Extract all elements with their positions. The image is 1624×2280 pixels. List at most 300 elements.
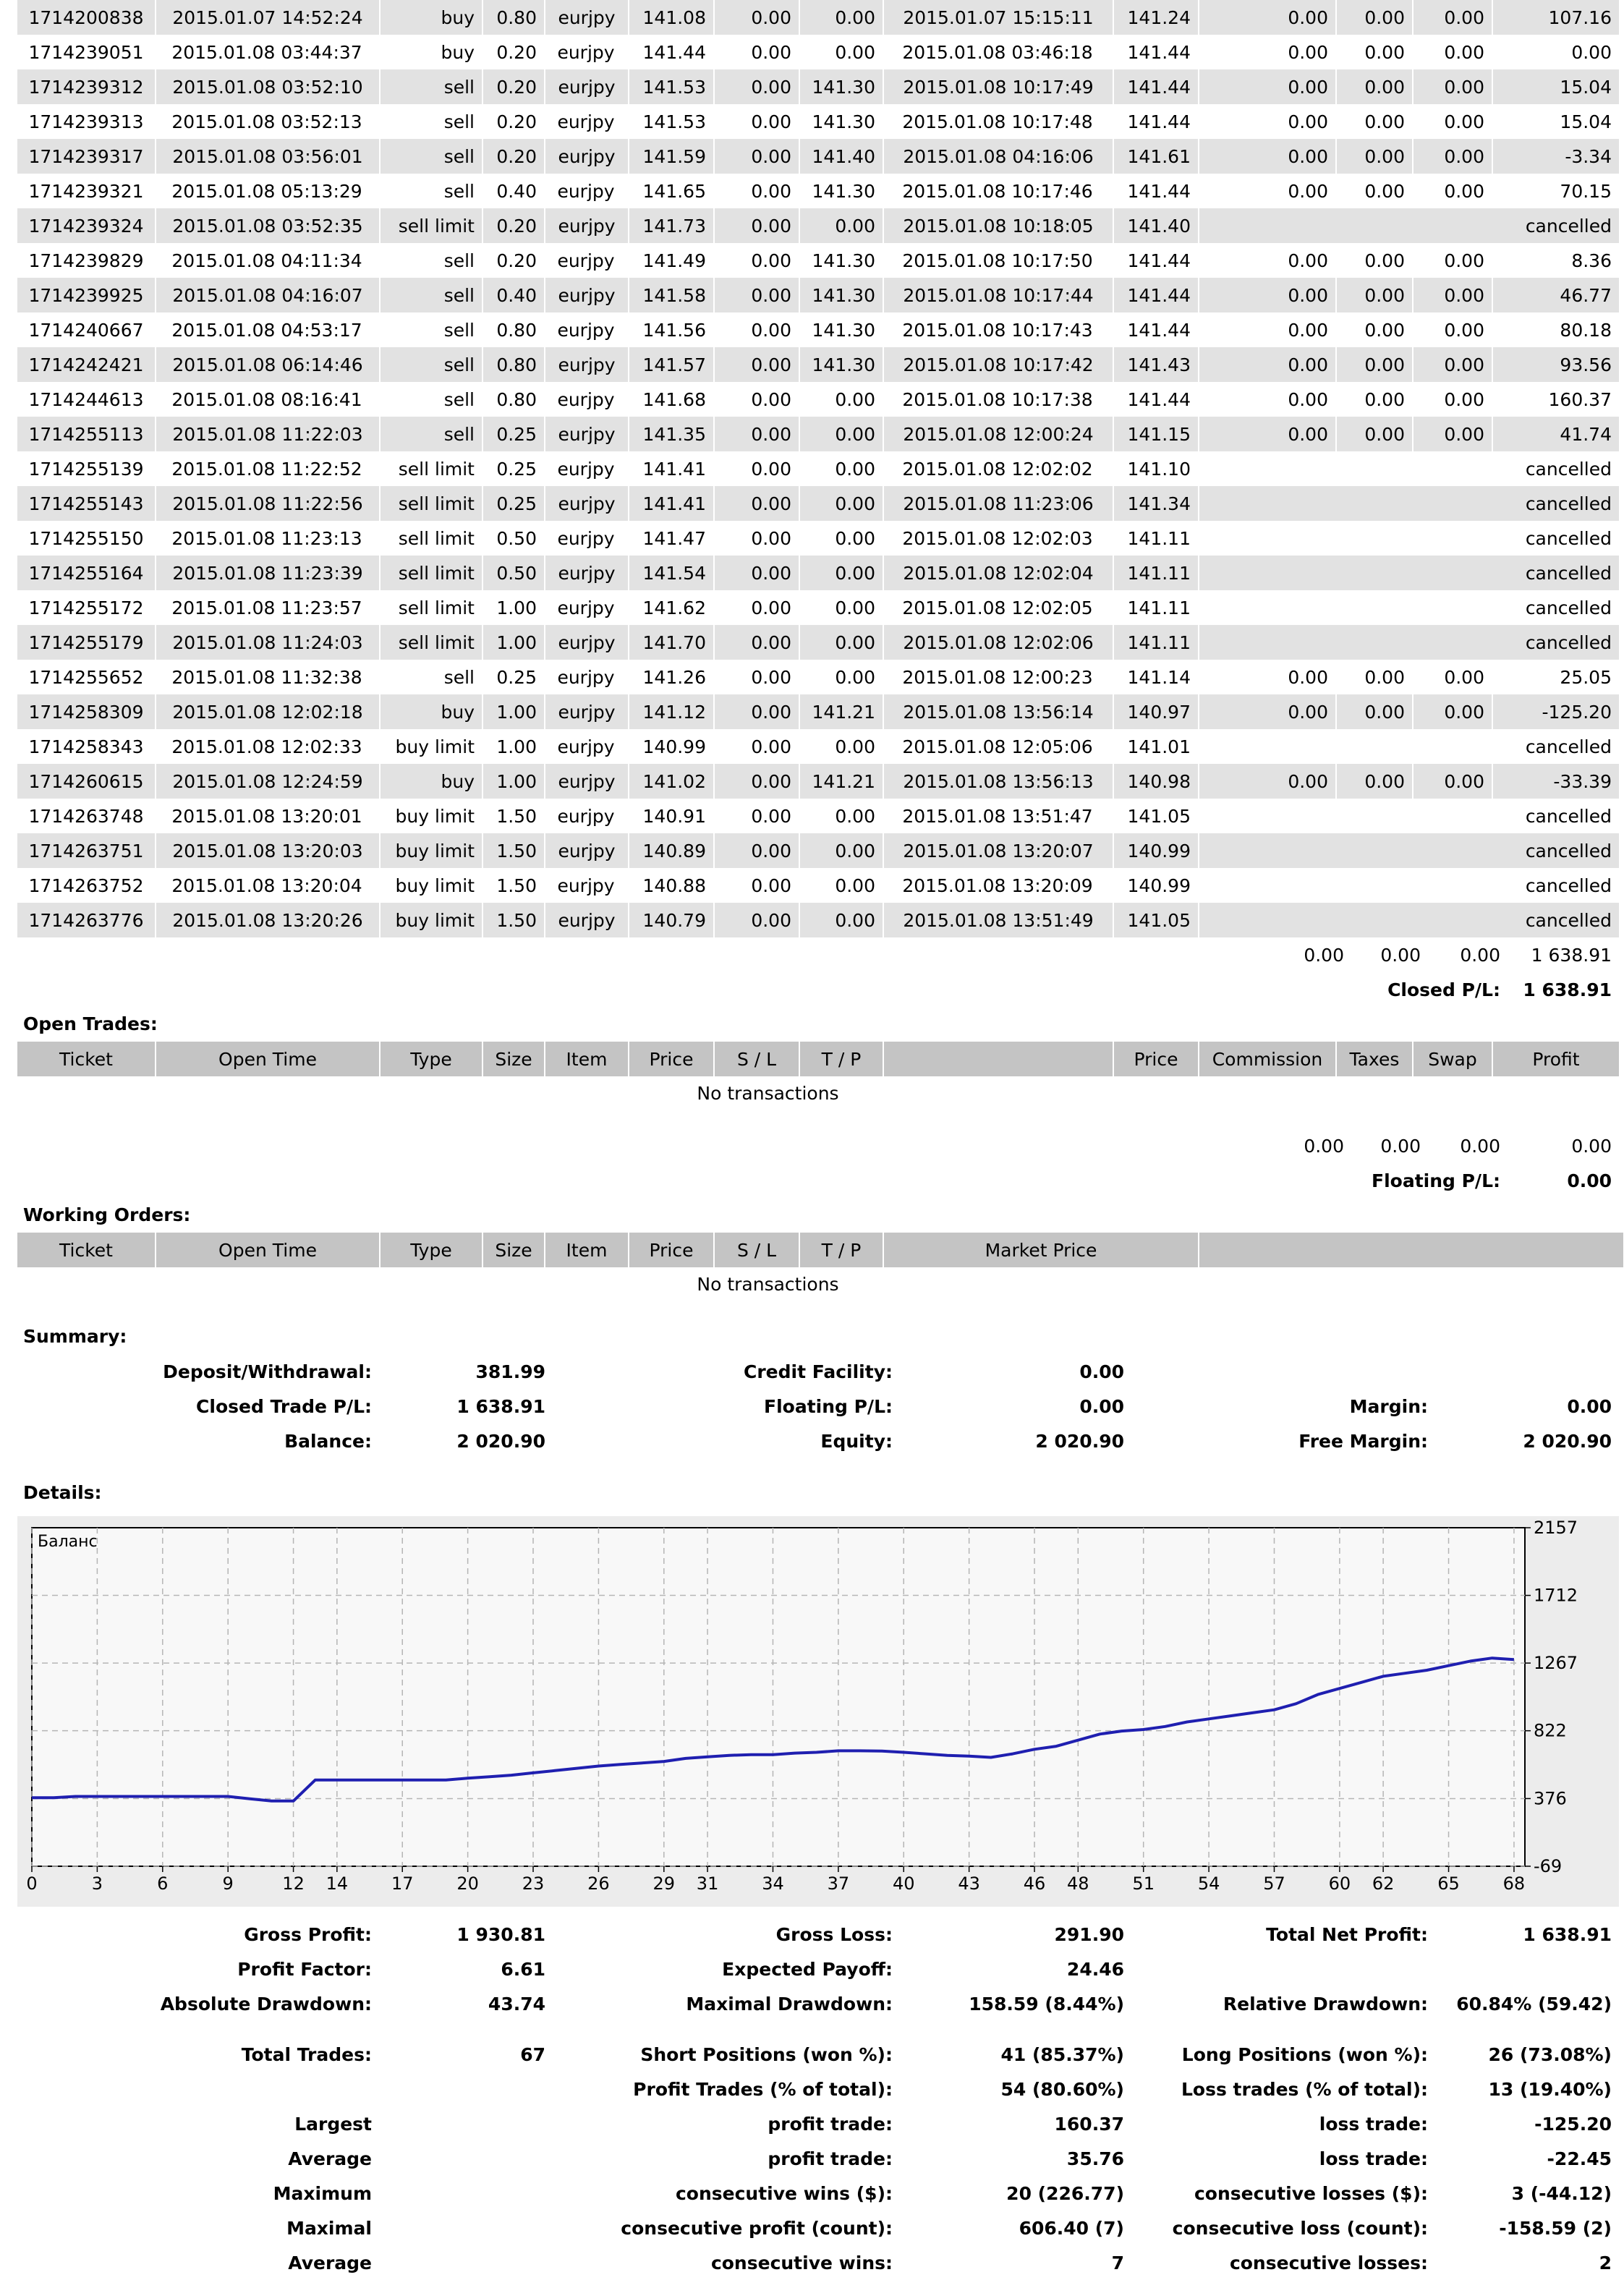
cell-sl: 0.00 (751, 736, 791, 757)
cell-swap: 0.00 (1444, 666, 1484, 688)
cell-taxes: 0.00 (1335, 0, 1412, 35)
stat-label: loss trade: (1319, 2148, 1428, 2169)
cell-type: sell (443, 319, 475, 341)
stat-row (17, 1986, 1619, 2021)
cell-taxes: 0.00 (1364, 41, 1405, 63)
stat-row (17, 1424, 1619, 1458)
cell-item: eurjpy (557, 458, 615, 480)
cell-type: sell (379, 417, 482, 451)
cell-sl: 0.00 (751, 458, 791, 480)
stat-label: consecutive loss (count): (1172, 2217, 1428, 2239)
cell-price: 140.99 (642, 736, 706, 757)
cell-open-time: 2015.01.08 04:11:34 (171, 250, 362, 271)
column-header: Ticket (17, 1233, 155, 1267)
cell-profit: cancelled (1198, 556, 1619, 590)
working-orders-header (17, 1233, 1623, 1267)
working-orders-table (17, 1233, 1623, 1267)
stat-row (17, 2211, 1619, 2245)
cell-tp: 0.00 (835, 805, 875, 827)
cell-price: 141.35 (628, 417, 713, 451)
x-tick-label: 17 (391, 1873, 414, 1894)
cell-commission: 0.00 (1288, 666, 1328, 688)
cell-profit: cancelled (1525, 458, 1612, 480)
cell-tp: 141.30 (799, 278, 883, 312)
cell-close-price: 141.11 (1113, 556, 1198, 590)
cell-price: 141.08 (628, 0, 713, 35)
stat-label: Maximal Drawdown: (686, 1993, 893, 2015)
cell-commission: 0.00 (1198, 139, 1335, 174)
cell-tp: 0.00 (799, 486, 883, 521)
cell-tp: 0.00 (835, 388, 875, 410)
cell-profit: cancelled (1525, 875, 1612, 896)
stat-label (17, 2072, 379, 2106)
y-tick-label: 376 (1534, 1788, 1567, 1809)
floating-pl-label: Floating P/L: (1372, 1170, 1500, 1191)
stat-label: Total Trades: (241, 2043, 372, 2065)
cell-open-time: 2015.01.08 03:44:37 (171, 41, 362, 63)
cell-close-time: 2015.01.07 15:15:11 (883, 0, 1113, 35)
cell-open-time: 2015.01.08 11:32:38 (171, 666, 362, 688)
column-header: Item (544, 1042, 628, 1076)
cell-item: eurjpy (557, 111, 615, 132)
cell-tp: 0.00 (835, 458, 875, 480)
cell-type: buy (379, 764, 482, 799)
cell-sl: 0.00 (751, 875, 791, 896)
cell-sl: 0.00 (713, 903, 799, 937)
cell-ticket: 1714255113 (17, 417, 155, 451)
cell-size: 0.25 (496, 458, 537, 480)
cell-price: 141.68 (642, 388, 706, 410)
cell-close-time: 2015.01.08 13:51:47 (902, 805, 1093, 827)
cell-price: 141.44 (642, 41, 706, 63)
closed-totals (17, 937, 1619, 1007)
cell-commission: 0.00 (1288, 180, 1328, 202)
cell-tp: 0.00 (835, 736, 875, 757)
cell-close-time: 2015.01.08 12:02:06 (883, 625, 1113, 660)
stat-row (17, 2245, 1619, 2280)
cell-size: 0.80 (482, 0, 544, 35)
cell-item: eurjpy (544, 764, 628, 799)
x-tick-label: 37 (827, 1873, 850, 1894)
cell-type: sell limit (379, 208, 482, 243)
cell-tp: 0.00 (799, 417, 883, 451)
cell-commission: 0.00 (1198, 0, 1335, 35)
x-tick-label: 9 (222, 1873, 234, 1894)
details-title: Details: (23, 1482, 102, 1503)
open-total-taxes: 0.00 (1380, 1135, 1421, 1157)
table-row (17, 243, 1619, 278)
cell-ticket: 1714240667 (28, 319, 144, 341)
cell-item: eurjpy (557, 527, 615, 549)
table-row (17, 451, 1619, 486)
x-tick-label: 65 (1437, 1873, 1460, 1894)
cell-swap: 0.00 (1444, 250, 1484, 271)
cell-profit: cancelled (1198, 625, 1619, 660)
cell-swap: 0.00 (1412, 69, 1492, 104)
cell-close-price: 141.01 (1127, 736, 1191, 757)
report (17, 0, 1619, 2280)
cell-taxes: 0.00 (1335, 139, 1412, 174)
cell-sl: 0.00 (751, 319, 791, 341)
open-trades-header (17, 1042, 1619, 1076)
cell-type: buy (379, 0, 482, 35)
cell-close-price: 141.44 (1127, 319, 1191, 341)
cell-tp: 141.21 (799, 694, 883, 729)
cell-profit: 15.04 (1560, 111, 1612, 132)
x-tick-label: 68 (1502, 1873, 1526, 1894)
stat-value: 606.40 (7) (1019, 2217, 1124, 2239)
cell-close-time: 2015.01.08 12:02:03 (902, 527, 1093, 549)
table-row (17, 660, 1619, 694)
cell-open-time: 2015.01.08 13:20:01 (171, 805, 362, 827)
table-row (17, 694, 1619, 729)
cell-item: eurjpy (544, 486, 628, 521)
stat-value: 60.84% (59.42) (1456, 1993, 1612, 2015)
cell-close-time: 2015.01.08 13:20:09 (902, 875, 1093, 896)
cell-size: 1.50 (496, 875, 537, 896)
cell-size: 1.00 (496, 736, 537, 757)
stat-value: 291.90 (1054, 1923, 1124, 1945)
cell-size: 0.25 (482, 417, 544, 451)
stat-value: 41 (85.37%) (1000, 2043, 1124, 2065)
cell-item: eurjpy (557, 319, 615, 341)
closed-pl-label: Closed P/L: (1387, 979, 1500, 1000)
x-tick-label: 23 (522, 1873, 545, 1894)
cell-close-price: 141.24 (1113, 0, 1198, 35)
x-tick-label: 12 (282, 1873, 305, 1894)
cell-item: eurjpy (557, 41, 615, 63)
cell-item: eurjpy (544, 69, 628, 104)
column-header: T / P (799, 1233, 883, 1267)
cell-close-price: 141.40 (1113, 208, 1198, 243)
x-tick-label: 60 (1328, 1873, 1351, 1894)
cell-type: sell limit (379, 486, 482, 521)
x-tick-label: 40 (892, 1873, 915, 1894)
table-row (17, 104, 1619, 139)
column-header: T / P (799, 1042, 883, 1076)
stat-label: Deposit/Withdrawal: (163, 1361, 372, 1382)
cell-close-price: 141.44 (1127, 41, 1191, 63)
cell-close-price: 141.05 (1113, 903, 1198, 937)
cell-open-time: 2015.01.08 04:16:07 (155, 278, 379, 312)
cell-profit: 8.36 (1571, 250, 1612, 271)
cell-taxes: 0.00 (1364, 666, 1405, 688)
cell-tp: 0.00 (799, 208, 883, 243)
cell-size: 1.50 (482, 833, 544, 868)
column-header (1198, 1233, 1623, 1267)
cell-ticket: 1714255150 (28, 527, 144, 549)
cell-open-time: 2015.01.08 11:23:13 (171, 527, 362, 549)
cell-sl: 0.00 (713, 764, 799, 799)
plot-area (32, 1528, 1525, 1866)
stat-value: 2 020.90 (1523, 1430, 1612, 1452)
cell-close-price: 141.44 (1127, 388, 1191, 410)
cell-profit: cancelled (1198, 208, 1619, 243)
cell-tp: 141.30 (812, 319, 875, 341)
stat-value (1435, 1354, 1619, 1389)
stat-label: Closed Trade P/L: (196, 1395, 372, 1417)
cell-taxes: 0.00 (1335, 69, 1412, 104)
stat-value (379, 2245, 553, 2280)
cell-open-time: 2015.01.08 06:14:46 (155, 347, 379, 382)
cell-swap: 0.00 (1412, 764, 1492, 799)
cell-close-price: 141.44 (1127, 111, 1191, 132)
x-tick-label: 51 (1132, 1873, 1155, 1894)
cell-type: buy limit (395, 875, 475, 896)
cell-item: eurjpy (557, 250, 615, 271)
cell-open-time: 2015.01.08 08:16:41 (171, 388, 362, 410)
cell-close-time: 2015.01.08 10:17:50 (902, 250, 1093, 271)
table-row (17, 278, 1619, 312)
stat-label: Average (288, 2148, 372, 2169)
stat-value: 7 (1111, 2252, 1124, 2273)
cell-close-time: 2015.01.08 10:17:43 (902, 319, 1093, 341)
cell-tp: 0.00 (799, 833, 883, 868)
cell-profit: cancelled (1198, 903, 1619, 937)
stat-row (17, 1354, 1619, 1389)
closed-total-profit: 1 638.91 (1531, 944, 1612, 966)
cell-size: 1.50 (482, 903, 544, 937)
cell-open-time: 2015.01.08 03:52:13 (171, 111, 362, 132)
cell-price: 140.79 (628, 903, 713, 937)
cell-ticket: 1714255139 (28, 458, 144, 480)
cell-ticket: 1714239313 (28, 111, 144, 132)
cell-size: 0.50 (482, 556, 544, 590)
cell-close-time: 2015.01.08 12:05:06 (902, 736, 1093, 757)
cell-size: 0.25 (496, 666, 537, 688)
cell-ticket: 1714239051 (28, 41, 144, 63)
cell-sl: 0.00 (713, 139, 799, 174)
cell-open-time: 2015.01.08 12:02:33 (171, 736, 362, 757)
stat-label: consecutive losses ($): (1194, 2182, 1428, 2204)
cell-swap: 0.00 (1412, 417, 1492, 451)
cell-item: eurjpy (544, 417, 628, 451)
cell-tp: 0.00 (799, 0, 883, 35)
table-row (17, 729, 1619, 764)
stat-label: consecutive profit (count): (621, 2217, 893, 2239)
stat-label: Maximal (286, 2217, 372, 2239)
cell-swap: 0.00 (1412, 694, 1492, 729)
cell-price: 141.41 (628, 486, 713, 521)
cell-ticket: 1714239324 (17, 208, 155, 243)
cell-sl: 0.00 (751, 666, 791, 688)
cell-ticket: 1714255172 (28, 597, 144, 618)
cell-taxes: 0.00 (1335, 278, 1412, 312)
cell-close-time: 2015.01.08 12:02:02 (902, 458, 1093, 480)
cell-type: sell (443, 180, 475, 202)
table-row (17, 174, 1619, 208)
table-row (17, 903, 1619, 937)
cell-close-time: 2015.01.08 12:00:23 (902, 666, 1093, 688)
cell-profit: -33.39 (1492, 764, 1619, 799)
cell-profit: 41.74 (1492, 417, 1619, 451)
stat-label: Gross Loss: (775, 1923, 893, 1945)
cell-size: 1.00 (482, 625, 544, 660)
cell-price: 141.26 (642, 666, 706, 688)
open-total-profit: 0.00 (1571, 1135, 1612, 1157)
cell-taxes: 0.00 (1364, 111, 1405, 132)
stat-label: consecutive losses: (1229, 2252, 1428, 2273)
cell-open-time: 2015.01.08 05:13:29 (171, 180, 362, 202)
cell-type: sell (443, 666, 475, 688)
cell-size: 0.20 (496, 250, 537, 271)
table-row (17, 35, 1619, 69)
cell-type: buy limit (395, 736, 475, 757)
open-totals (17, 1128, 1619, 1198)
cell-close-price: 141.44 (1127, 250, 1191, 271)
stat-label: Equity: (820, 1430, 893, 1452)
cell-open-time: 2015.01.08 04:53:17 (171, 319, 362, 341)
stat-row (17, 1952, 1619, 1986)
cell-open-time: 2015.01.08 13:20:04 (171, 875, 362, 896)
cell-close-price: 141.44 (1113, 69, 1198, 104)
cell-close-price: 141.14 (1127, 666, 1191, 688)
cell-profit: 93.56 (1492, 347, 1619, 382)
cell-tp: 141.40 (799, 139, 883, 174)
stat-label: Profit Trades (% of total): (633, 2078, 893, 2100)
cell-commission: 0.00 (1288, 111, 1328, 132)
cell-close-price: 140.97 (1113, 694, 1198, 729)
x-tick-label: 57 (1263, 1873, 1285, 1894)
cell-size: 0.20 (482, 208, 544, 243)
closed-total-swap: 0.00 (1460, 944, 1500, 966)
cell-profit: cancelled (1198, 833, 1619, 868)
table-row (17, 139, 1619, 174)
cell-commission: 0.00 (1198, 764, 1335, 799)
stat-label (1131, 1952, 1435, 1986)
table-row (17, 208, 1619, 243)
cell-tp: 0.00 (835, 875, 875, 896)
cell-profit: -3.34 (1492, 139, 1619, 174)
cell-close-time: 2015.01.08 03:46:18 (902, 41, 1093, 63)
cell-ticket: 1714258343 (28, 736, 144, 757)
working-orders-empty: No transactions (697, 1274, 839, 1295)
cell-close-time: 2015.01.08 13:56:13 (883, 764, 1113, 799)
cell-taxes: 0.00 (1335, 347, 1412, 382)
cell-item: eurjpy (557, 180, 615, 202)
cell-profit: cancelled (1525, 597, 1612, 618)
column-header: S / L (713, 1042, 799, 1076)
stat-label: Expected Payoff: (722, 1958, 893, 1980)
cell-swap: 0.00 (1444, 111, 1484, 132)
stat-label: Balance: (284, 1430, 372, 1452)
cell-commission: 0.00 (1198, 417, 1335, 451)
cell-type: buy limit (379, 833, 482, 868)
cell-sl: 0.00 (751, 597, 791, 618)
x-tick-label: 3 (91, 1873, 103, 1894)
cell-ticket: 1714239312 (17, 69, 155, 104)
y-tick-label: 1712 (1534, 1585, 1578, 1606)
cell-sl: 0.00 (713, 278, 799, 312)
stats-block-2 (17, 2037, 1619, 2280)
column-header: Size (482, 1233, 544, 1267)
cell-open-time: 2015.01.08 03:52:10 (155, 69, 379, 104)
stat-row (17, 1917, 1619, 1952)
cell-close-time: 2015.01.08 10:18:05 (883, 208, 1113, 243)
cell-close-time: 2015.01.08 12:02:04 (883, 556, 1113, 590)
closed-pl-value: 1 638.91 (1523, 979, 1612, 1000)
stat-label: Floating P/L: (764, 1395, 893, 1417)
cell-swap: 0.00 (1444, 180, 1484, 202)
stat-label: profit trade: (768, 2113, 893, 2135)
stat-value: 160.37 (1054, 2113, 1124, 2135)
cell-tp: 141.30 (799, 69, 883, 104)
cell-close-time: 2015.01.08 04:16:06 (883, 139, 1113, 174)
column-header: S / L (713, 1233, 799, 1267)
stat-label: Total Net Profit: (1266, 1923, 1428, 1945)
stat-row (17, 2072, 1619, 2106)
cell-price: 141.70 (628, 625, 713, 660)
cell-ticket: 1714263748 (28, 805, 144, 827)
cell-tp: 0.00 (799, 556, 883, 590)
table-row (17, 417, 1619, 451)
cell-tp: 0.00 (835, 666, 875, 688)
stat-value: -158.59 (2) (1499, 2217, 1612, 2239)
cell-close-price: 141.10 (1127, 458, 1191, 480)
cell-profit: 0.00 (1571, 41, 1612, 63)
cell-type: sell limit (398, 527, 475, 549)
cell-commission: 0.00 (1198, 69, 1335, 104)
stats-block-1 (17, 1917, 1619, 2021)
column-header: Taxes (1335, 1042, 1412, 1076)
table-row (17, 764, 1619, 799)
cell-ticket: 1714255164 (17, 556, 155, 590)
stat-value (379, 2106, 553, 2141)
cell-item: eurjpy (544, 903, 628, 937)
cell-swap: 0.00 (1412, 139, 1492, 174)
cell-ticket: 1714242421 (17, 347, 155, 382)
cell-sl: 0.00 (713, 625, 799, 660)
y-tick-label: 2157 (1534, 1518, 1578, 1538)
cell-ticket: 1714263752 (28, 875, 144, 896)
cell-ticket: 1714255143 (17, 486, 155, 521)
cell-close-time: 2015.01.08 13:20:07 (883, 833, 1113, 868)
cell-close-price: 141.05 (1127, 805, 1191, 827)
cell-ticket: 1714239321 (28, 180, 144, 202)
cell-type: buy (379, 694, 482, 729)
cell-tp: 141.30 (812, 180, 875, 202)
cell-taxes: 0.00 (1364, 388, 1405, 410)
cell-item: eurjpy (544, 208, 628, 243)
stat-label: Largest (294, 2113, 372, 2135)
cell-close-price: 140.99 (1113, 833, 1198, 868)
stat-value: 1 638.91 (456, 1395, 545, 1417)
stat-value (379, 2211, 553, 2245)
stat-value: 13 (19.40%) (1488, 2078, 1612, 2100)
cell-price: 141.73 (628, 208, 713, 243)
cell-sl: 0.00 (713, 833, 799, 868)
cell-open-time: 2015.01.08 11:22:03 (155, 417, 379, 451)
column-header: Item (544, 1233, 628, 1267)
x-tick-label: 46 (1023, 1873, 1046, 1894)
y-tick-label: -69 (1534, 1856, 1563, 1876)
stat-value: 35.76 (1066, 2148, 1124, 2169)
column-header: Profit (1492, 1042, 1619, 1076)
stat-value: 1 930.81 (456, 1923, 545, 1945)
column-header: Ticket (17, 1042, 155, 1076)
cell-close-time: 2015.01.08 10:17:42 (883, 347, 1113, 382)
stat-value (379, 2141, 553, 2176)
cell-open-time: 2015.01.08 11:23:57 (171, 597, 362, 618)
stat-value: 381.99 (475, 1361, 545, 1382)
cell-sl: 0.00 (713, 208, 799, 243)
stats-table-1 (17, 1917, 1619, 2021)
stat-label: consecutive wins: (710, 2252, 893, 2273)
open-total-swap: 0.00 (1460, 1135, 1500, 1157)
cell-type: sell limit (379, 556, 482, 590)
cell-price: 140.91 (642, 805, 706, 827)
cell-close-time: 2015.01.08 10:17:49 (883, 69, 1113, 104)
